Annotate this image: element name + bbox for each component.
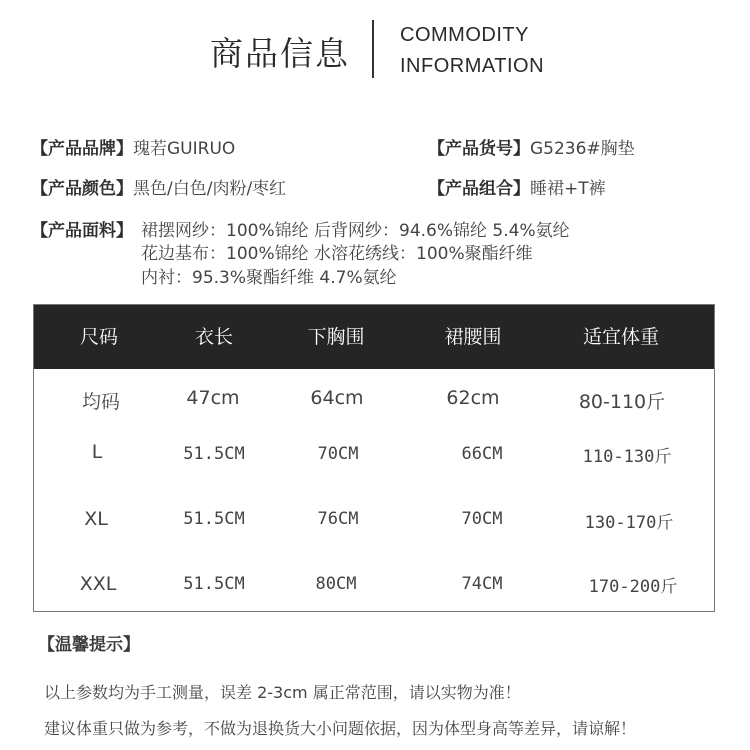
page-title-en [400,20,544,82]
color-row [31,177,286,201]
table-header-cell: 裙腰围 [444,326,502,348]
table-cell: 47cm [186,387,240,409]
table-header-cell: 适宜体重 [582,326,660,348]
fabric-label-row [31,219,133,243]
table-cell: 51.5CM [183,444,245,464]
table-header-cell: 衣长 [194,326,234,348]
table-cell: XL [84,508,108,530]
table-cell: 70CM [461,509,503,529]
size-table [33,304,715,612]
table-cell: 130-170斤 [584,513,674,533]
table-header-row [34,305,714,369]
page-title-cn: 商品信息 [210,34,350,73]
sku-row [428,137,635,161]
fabric-line: 裙摆网纱：100%锦纶 后背网纱：94.6%锦纶 5.4%氨纶 [141,221,570,241]
tip-line: 建议体重只做为参考，不做为退换货大小问题依据，因为体型身高等差异，请谅解！ [44,719,637,738]
header-divider [372,20,374,78]
sku-value: G5236#胸垫 [530,139,635,159]
table-cell: 51.5CM [183,574,245,594]
combo-value: 睡裙+T裤 [530,179,606,199]
color-value: 黑色/白色/肉粉/枣红 [133,179,287,199]
table-cell: 均码 [81,391,121,413]
page-header [0,18,750,80]
page-title-en-line2: INFORMATION [400,55,545,77]
table-cell: 64cm [310,387,364,409]
table-header-cell: 尺码 [79,326,119,348]
sku-label: 【产品货号】 [428,139,530,159]
table-cell: 170-200斤 [588,577,678,597]
brand-row [31,137,235,161]
table-cell: XXL [79,573,117,595]
table-cell: 110-130斤 [582,447,672,467]
table-cell: 70CM [317,444,359,464]
table-cell: 74CM [461,574,503,594]
color-label: 【产品颜色】 [31,179,133,199]
fabric-line: 花边基布：100%锦纶 水溶花绣线：100%聚酯纤维 [141,244,533,264]
tip-line: 以上参数均为手工测量，误差 2-3cm 属正常范围，请以实物为准！ [44,683,521,702]
fabric-line: 内衬：95.3%聚酯纤维 4.7%氨纶 [141,268,397,288]
table-cell: L [91,441,103,463]
table-cell: 66CM [461,444,503,464]
table-cell: 51.5CM [183,509,245,529]
tips-title: 【温馨提示】 [38,635,140,655]
table-header-cell: 下胸围 [307,326,365,348]
combo-label: 【产品组合】 [428,179,530,199]
brand-label: 【产品品牌】 [31,139,133,159]
page-title-en-line1: COMMODITY [400,24,529,46]
combo-row [428,177,606,201]
table-cell: 62cm [446,387,500,409]
table-cell: 80CM [315,574,357,594]
table-cell: 80-110斤 [578,391,666,413]
fabric-label: 【产品面料】 [31,221,133,241]
table-cell: 76CM [317,509,359,529]
brand-value: 瑰若GUIRUO [133,139,236,159]
